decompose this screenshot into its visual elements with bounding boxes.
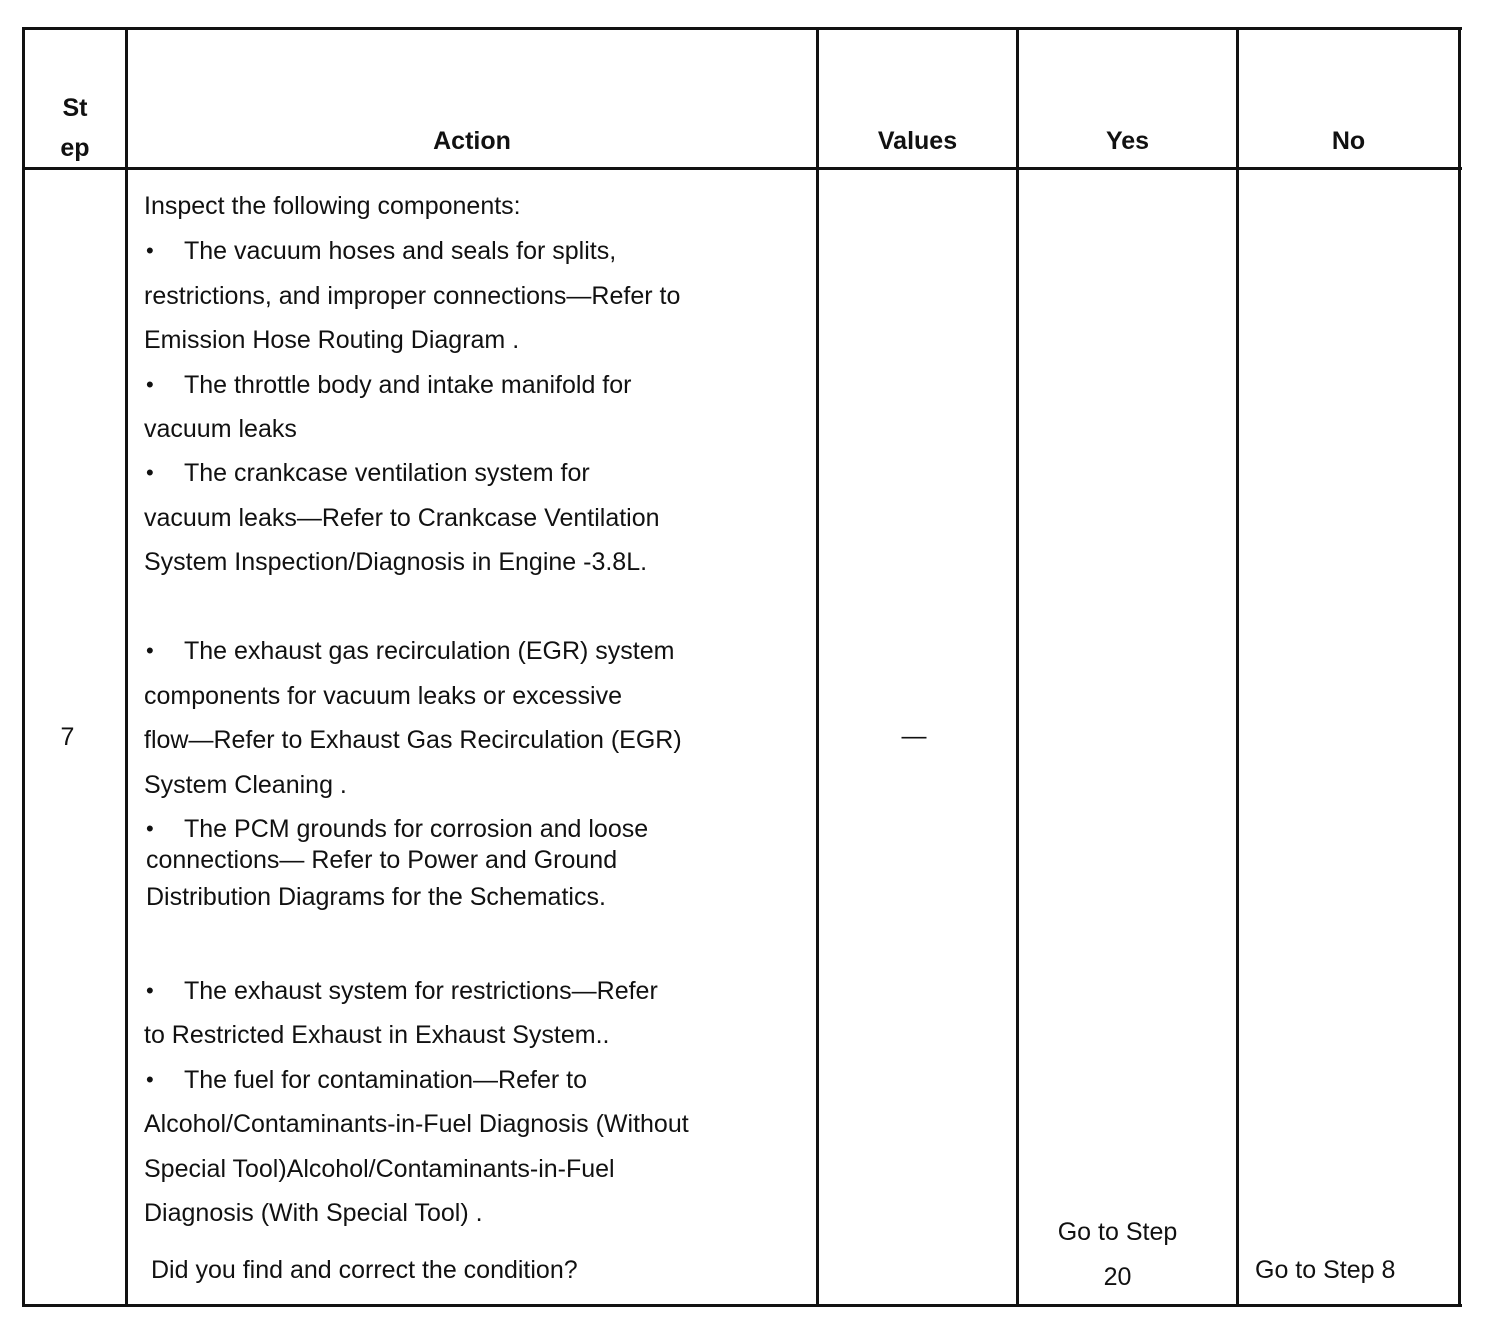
- item-4-line-2: components for vacuum leaks or excessive: [144, 682, 622, 710]
- item-2-line-2: vacuum leaks: [144, 415, 297, 443]
- item-5-line-3: Distribution Diagrams for the Schematics.: [146, 883, 606, 911]
- table-border-left: [22, 27, 25, 1307]
- table-border-top: [22, 27, 1462, 30]
- item-5-line-2: connections— Refer to Power and Ground: [146, 846, 618, 874]
- bullet-icon: •: [146, 238, 154, 263]
- item-6-line-2: to Restricted Exhaust in Exhaust System..: [144, 1021, 610, 1049]
- item-3-line-1: The crankcase ventilation system for: [184, 459, 590, 487]
- col-divider-values: [1016, 27, 1019, 1307]
- item-6-line-1: The exhaust system for restrictions—Refer: [184, 977, 658, 1005]
- header-step-line1: St: [62, 94, 88, 122]
- header-values: Values: [877, 127, 958, 155]
- table-border-right: [1458, 27, 1461, 1307]
- table-border-bottom: [22, 1304, 1462, 1307]
- item-1-line-3: Emission Hose Routing Diagram .: [144, 326, 520, 354]
- item-5-line-1: The PCM grounds for corrosion and loose: [184, 815, 649, 843]
- bullet-icon: •: [146, 1067, 154, 1092]
- item-4-line-4: System Cleaning .: [144, 771, 347, 799]
- step-number: 7: [60, 723, 75, 751]
- yes-cell: [1019, 1210, 1216, 1300]
- bullet-icon: •: [146, 372, 154, 397]
- item-4-line-1: The exhaust gas recirculation (EGR) system: [184, 637, 675, 665]
- yes-line1: Go to Step: [1057, 1218, 1178, 1246]
- item-3-line-3: System Inspection/Diagnosis in Engine -3.8L.: [144, 548, 648, 576]
- bullet-icon: •: [146, 638, 154, 663]
- item-2-line-1: The throttle body and intake manifold for: [184, 371, 632, 399]
- bullet-icon: •: [146, 978, 154, 1003]
- item-4-line-3: flow—Refer to Exhaust Gas Recirculation (EGR): [144, 726, 682, 754]
- header-no: No: [1331, 127, 1366, 155]
- header-step: [25, 88, 125, 168]
- col-divider-yes: [1236, 27, 1239, 1307]
- item-7-line-1: The fuel for contamination—Refer to: [184, 1066, 587, 1094]
- header-action: Action: [433, 127, 511, 155]
- bullet-icon: •: [146, 460, 154, 485]
- item-7-line-2: Alcohol/Contaminants-in-Fuel Diagnosis (Without: [144, 1110, 689, 1138]
- yes-line2: 20: [1103, 1263, 1132, 1291]
- action-intro: Inspect the following components:: [144, 192, 521, 220]
- values-cell: —: [901, 722, 927, 750]
- header-yes: Yes: [1105, 127, 1150, 155]
- header-step-line2: ep: [60, 134, 90, 162]
- col-divider-action: [816, 27, 819, 1307]
- item-7-line-4: Diagnosis (With Special Tool) .: [144, 1199, 483, 1227]
- bullet-icon: •: [146, 816, 154, 841]
- col-divider-step: [125, 27, 128, 1307]
- item-1-line-2: restrictions, and improper connections—Refer to: [144, 282, 681, 310]
- item-1-line-1: The vacuum hoses and seals for splits,: [184, 237, 617, 265]
- header-divider: [22, 167, 1462, 170]
- no-cell: Go to Step 8: [1255, 1256, 1396, 1284]
- item-3-line-2: vacuum leaks—Refer to Crankcase Ventilation: [144, 504, 660, 532]
- action-question: Did you find and correct the condition?: [151, 1256, 578, 1284]
- item-7-line-3: Special Tool)Alcohol/Contaminants-in-Fuel: [144, 1155, 615, 1183]
